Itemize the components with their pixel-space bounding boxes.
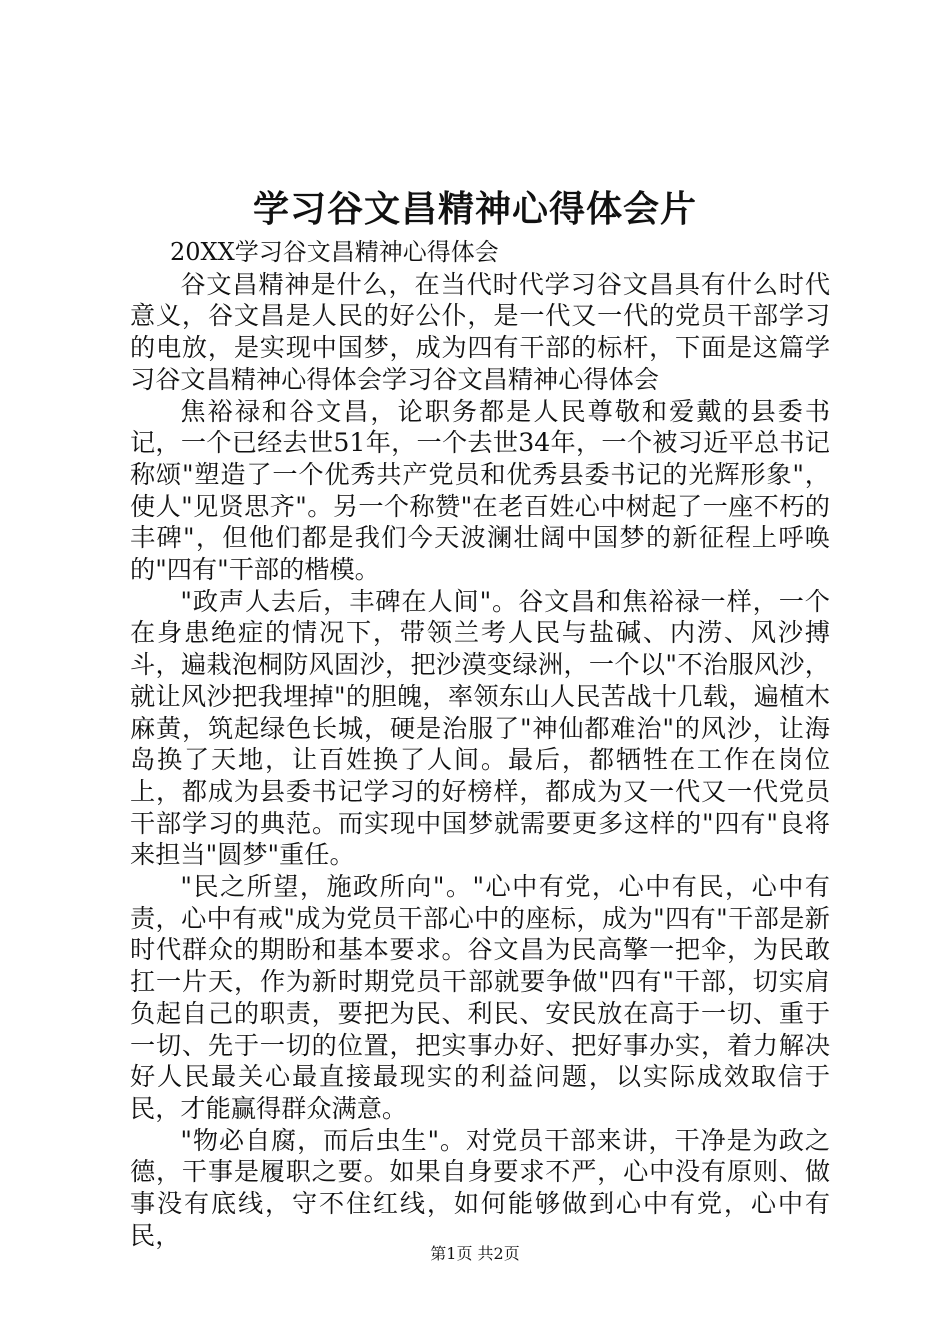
document-body [130, 237, 830, 1252]
page-number-footer: 第1页 共2页 [430, 1244, 520, 1263]
document-subtitle: 20XX学习谷文昌精神心得体会 [170, 238, 499, 266]
paragraph-3: "政声人去后，丰碑在人间"。谷文昌和焦裕禄一样，一个在身患绝症的情况下，带领兰考人民与盐碱、内涝、风沙搏斗，遍栽泡桐防风固沙，把沙漠变绿洲，一个以"不治服风沙，就让风沙把我埋掉"的胆魄，率领东山人民苦战十几载，遍植木麻黄，筑起绿色长城，硬是治服了"神仙都难治"的风沙，让海岛换了天地，让百姓换了人间。最后，都牺牲在工作在岗位上，都成为县委书记学习的好榜样，都成为又一代又一代党员干部学习的典范。而实现中国梦就需要更多这样的"四有"良将来担当"圆梦"重任。 [130, 586, 830, 870]
paragraph-2: 焦裕禄和谷文昌，论职务都是人民尊敬和爱戴的县委书记，一个已经去世51年，一个去世34年，一个被习近平总书记称颂"塑造了一个优秀共产党员和优秀县委书记的光辉形象"，使人"见贤思齐"。另一个称赞"在老百姓心中树起了一座不朽的丰碑"，但他们都是我们今天波澜壮阔中国梦的新征程上呼唤的"四有"干部的楷模。 [130, 396, 830, 585]
paragraph-5: "物必自腐，而后虫生"。对党员干部来讲，干净是为政之德，干事是履职之要。如果自身要求不严，心中没有原则、做事没有底线，守不住红线，如何能够做到心中有党，心中有民， [130, 1125, 830, 1250]
paragraph-4: "民之所望，施政所向"。"心中有党，心中有民，心中有责，心中有戒"成为党员干部心中的座标，成为"四有"干部是新时代群众的期盼和基本要求。谷文昌为民高擎一把伞，为民敢扛一片天，作为新时期党员干部就要争做"四有"干部，切实肩负起自己的职责，要把为民、利民、安民放在高于一切、重于一切、先于一切的位置，把实事办好、把好事办实，着力解决好人民最关心最直接最现实的利益问题，以实际成效取信于民，才能赢得群众满意。 [130, 872, 830, 1123]
page-title: 学习谷文昌精神心得体会片 [252, 188, 697, 230]
paragraph-1: 谷文昌精神是什么，在当代时代学习谷文昌具有什么时代意义，谷文昌是人民的好公仆，是一代又一代的党员干部学习的电放，是实现中国梦，成为四有干部的标杆，下面是这篇学习谷文昌精神心得体会学习谷文昌精神心得体会 [130, 269, 830, 394]
